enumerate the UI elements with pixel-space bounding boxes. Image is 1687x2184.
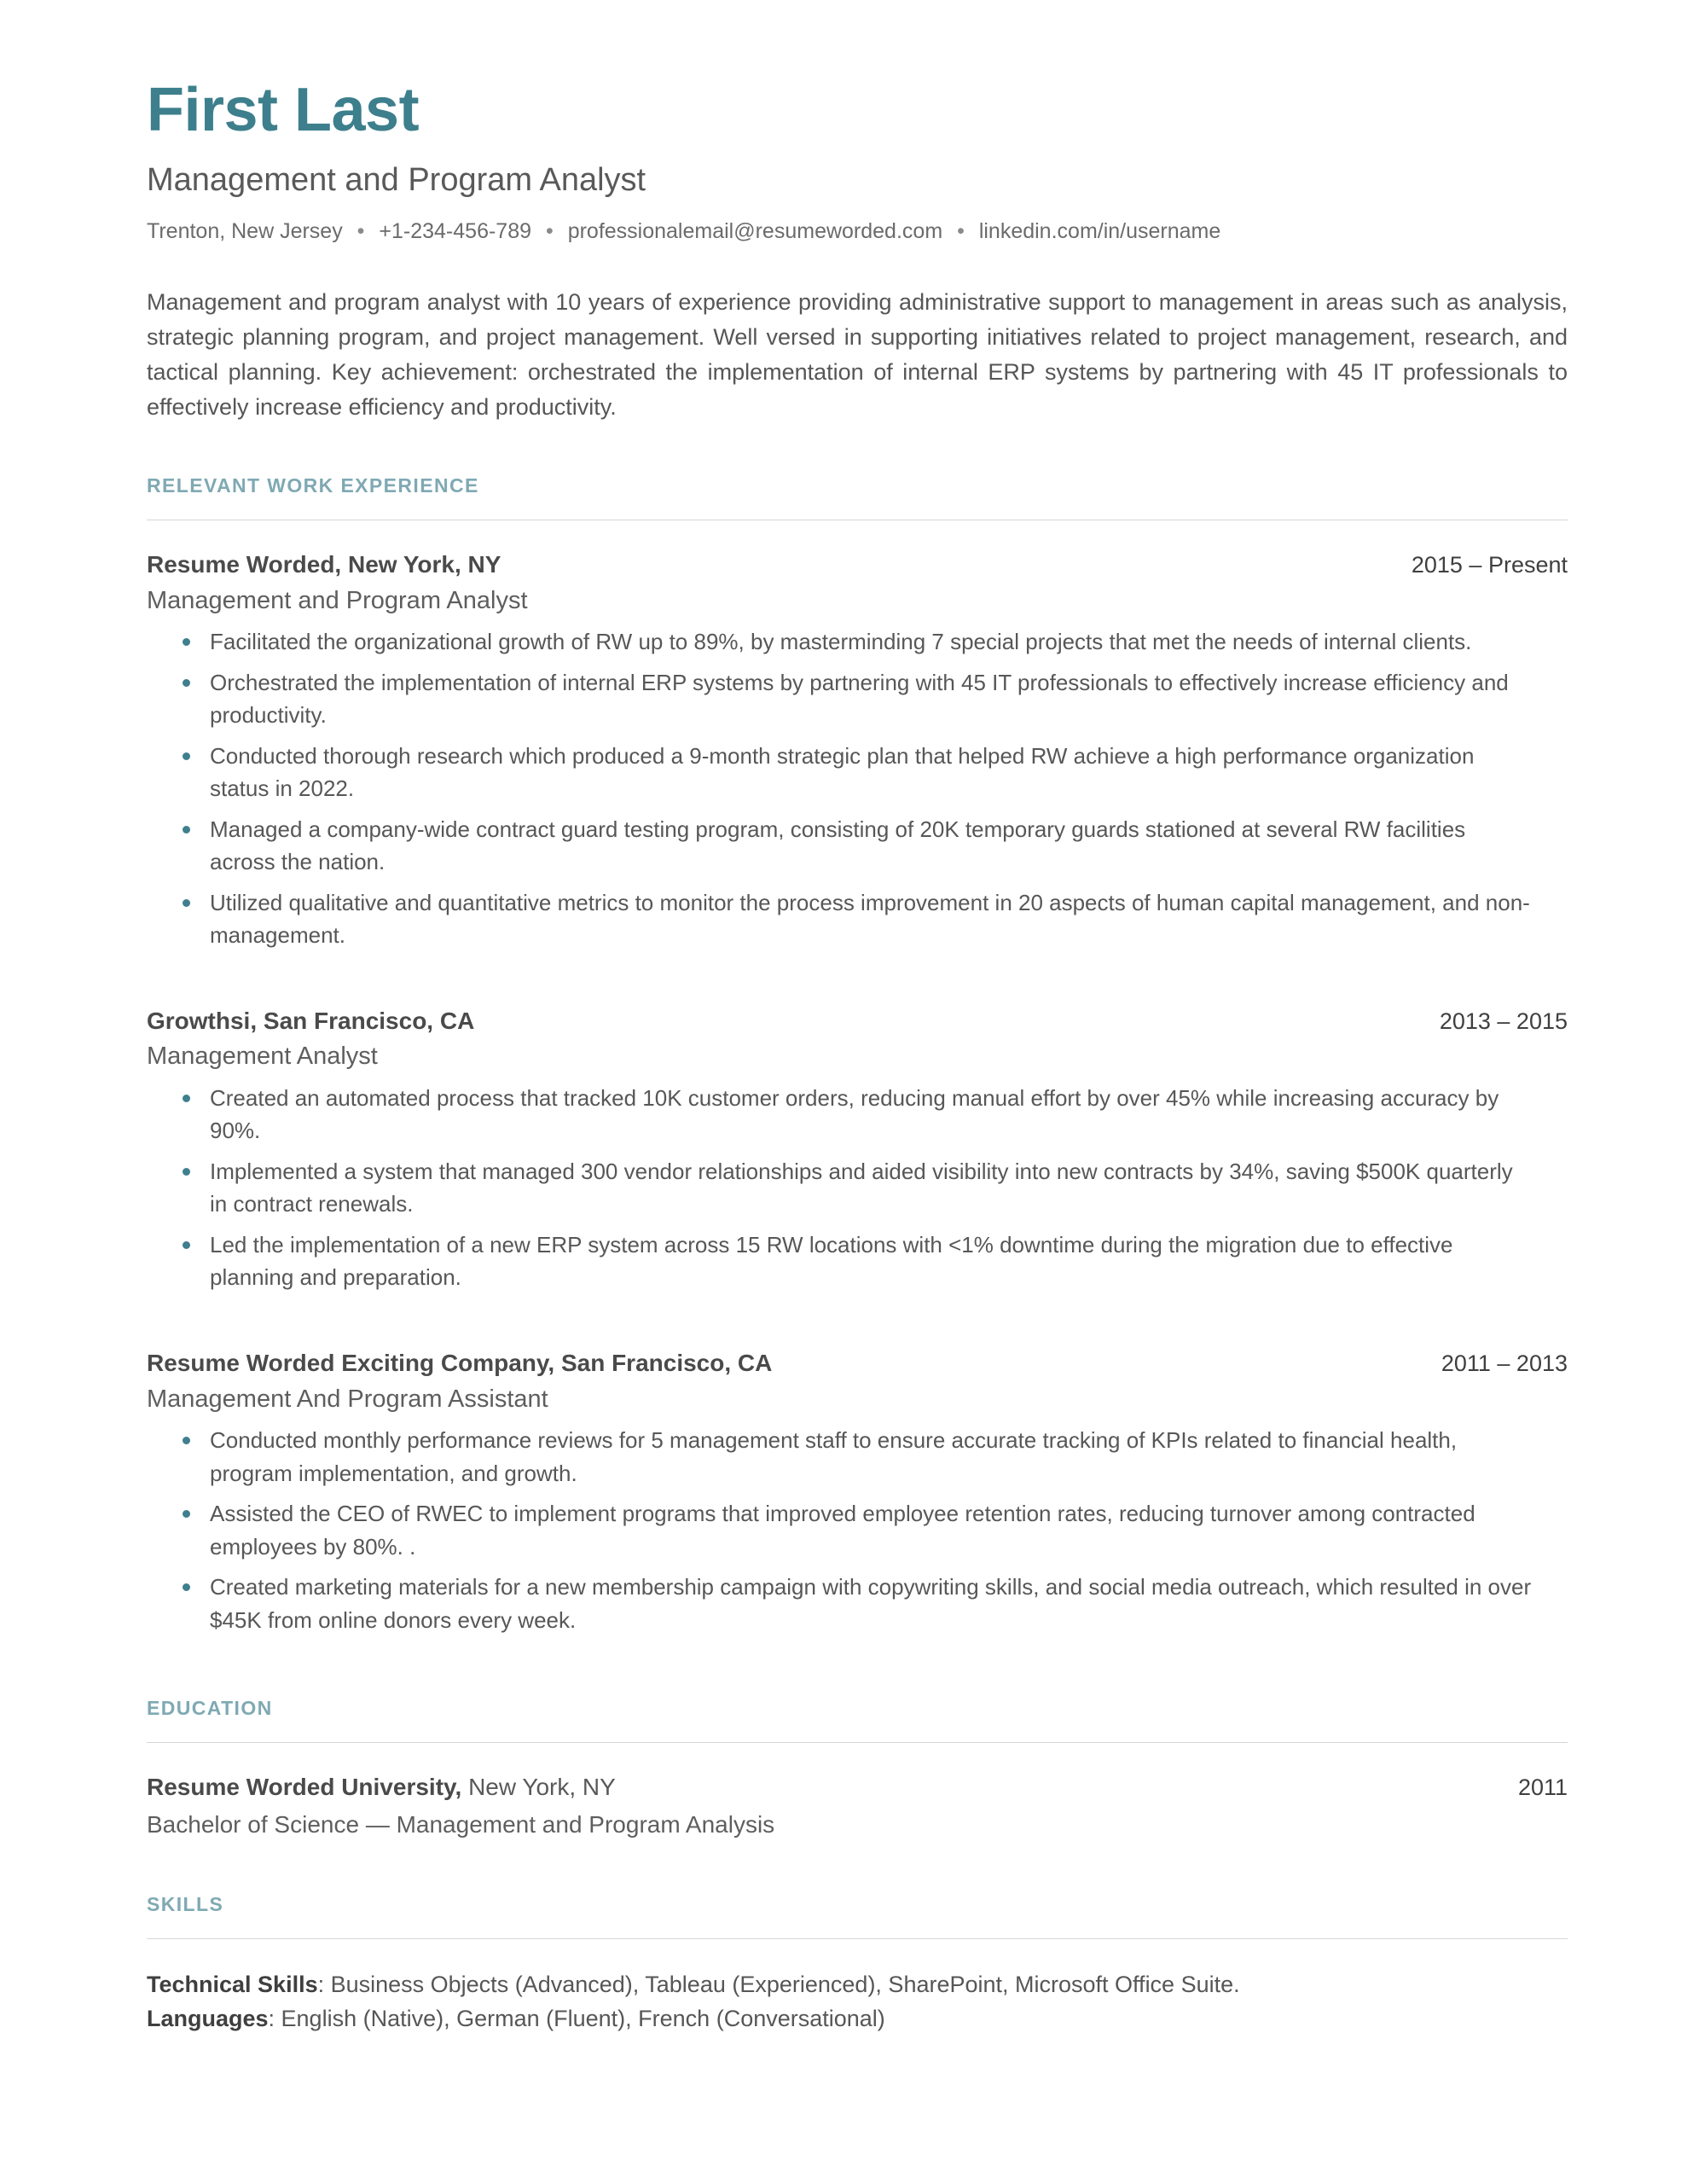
experience-role: Management And Program Assistant	[147, 1385, 548, 1413]
experience-bullet-list	[147, 625, 1568, 959]
section-divider	[147, 1938, 1568, 1939]
contact-location: Trenton, New Jersey	[147, 219, 343, 244]
skills-technical-line	[147, 1968, 1568, 2001]
experience-bullet: Utilized qualitative and quantitative metrics to monitor the process improvement in 20 aspects of human capital management, and non-management.	[147, 886, 1568, 960]
contact-separator-icon: •	[545, 219, 554, 244]
experience-bullet: Conducted thorough research which produced a 9-month strategic plan that helped RW achieve a high performance organization status in 2022.	[147, 740, 1568, 813]
education-degree: Bachelor of Science — Management and Program Analysis	[147, 1810, 775, 1838]
skills-technical-label: Technical Skills	[147, 1972, 318, 1998]
education-school-location: New York, NY	[461, 1774, 616, 1801]
skills-languages-label: Languages	[147, 2005, 269, 2031]
section-heading-skills: SKILLS	[147, 1893, 224, 1916]
contact-line	[147, 218, 1568, 246]
skills-technical-value: : Business Objects (Advanced), Tableau (Experienced), SharePoint, Microsoft Office Suite.	[317, 1972, 1240, 1998]
skills-languages-value: : English (Native), German (Fluent), French (Conversational)	[268, 2005, 885, 2031]
candidate-job-title: Management and Program Analyst	[147, 161, 646, 198]
experience-entry-header	[147, 1006, 1568, 1037]
contact-email[interactable]: professionalemail@resumeworded.com	[567, 219, 943, 244]
experience-bullet: Managed a company-wide contract guard testing program, consisting of 20K temporary guards stationed at several RW facilities across the nation.	[147, 813, 1568, 886]
spacer	[147, 968, 1568, 1006]
contact-linkedin[interactable]: linkedin.com/in/username	[978, 219, 1221, 244]
spacer	[147, 1849, 1568, 1893]
education-dates: 2011	[1517, 1774, 1568, 1801]
experience-company: Resume Worded Exciting Company, San Francisco, CA	[147, 1349, 773, 1376]
education-entry-header	[147, 1772, 1568, 1803]
experience-bullet-list	[147, 1424, 1568, 1644]
experience-bullet: Facilitated the organizational growth of RW up to 89%, by masterminding 7 special projects that met the needs of internal clients.	[147, 625, 1568, 665]
experience-dates: 2015 – Present	[1411, 551, 1568, 578]
professional-summary: Management and program analyst with 10 years of experience providing administrative support to management in areas such as analysis, strategic planning program, and project management. Well versed in supporting initiatives related to project management, research, and tactical planning. Key achievement: orchestrated the implementation of internal ERP systems by partnering with 45 IT professionals to effectively increase efficiency and productivity.	[147, 288, 1568, 420]
education-school-name: Resume Worded University,	[147, 1774, 462, 1801]
experience-bullet-list	[147, 1082, 1568, 1302]
section-heading-experience: RELEVANT WORK EXPERIENCE	[147, 473, 479, 497]
experience-bullet: Implemented a system that managed 300 vendor relationships and aided visibility into new contracts by 34%, saving $500K quarterly in contract renewals.	[147, 1155, 1568, 1228]
resume-header	[147, 78, 1568, 246]
experience-bullet: Led the implementation of a new ERP system across 15 RW locations with <1% downtime during the migration due to effective planning and preparation.	[147, 1228, 1568, 1302]
experience-role: Management Analyst	[147, 1043, 378, 1071]
experience-dates: 2011 – 2013	[1441, 1350, 1568, 1376]
experience-entry	[147, 1006, 1568, 1302]
experience-bullet: Conducted monthly performance reviews for 5 management staff to ensure accurate tracking of KPIs related to financial health, program implementation, and growth.	[147, 1424, 1568, 1497]
skills-languages-line	[147, 2002, 1568, 2036]
experience-bullet: Orchestrated the implementation of internal ERP systems by partnering with 45 IT professionals to effectively increase efficiency and productivity.	[147, 666, 1568, 740]
experience-bullet: Assisted the CEO of RWEC to implement programs that improved employee retention rates, reducing turnover among contracted employees by 80%. .	[147, 1497, 1568, 1571]
education-entry	[147, 1772, 1568, 1840]
experience-company: Growthsi, San Francisco, CA	[147, 1007, 475, 1034]
section-heading-education: EDUCATION	[147, 1697, 273, 1720]
experience-entry	[147, 1348, 1568, 1644]
experience-entry	[147, 549, 1568, 960]
education-school	[147, 1772, 616, 1802]
contact-separator-icon: •	[957, 219, 965, 244]
contact-phone[interactable]: +1-234-456-789	[379, 219, 532, 244]
experience-bullet: Created marketing materials for a new membership campaign with copywriting skills, and social media outreach, which resulted in over $45K from online donors every week.	[147, 1571, 1568, 1644]
experience-dates: 2013 – 2015	[1439, 1008, 1568, 1034]
experience-entry-header	[147, 1348, 1568, 1379]
candidate-name: First Last	[147, 76, 420, 144]
experience-role: Management and Program Analyst	[147, 586, 528, 614]
experience-company: Resume Worded, New York, NY	[147, 550, 501, 578]
contact-separator-icon: •	[357, 219, 365, 244]
section-divider	[147, 1742, 1568, 1743]
spacer	[147, 1310, 1568, 1348]
spacer	[147, 1653, 1568, 1697]
experience-entry-header	[147, 549, 1568, 580]
experience-bullet: Created an automated process that tracked 10K customer orders, reducing manual effort by over 45% while increasing accuracy by 90%.	[147, 1082, 1568, 1155]
